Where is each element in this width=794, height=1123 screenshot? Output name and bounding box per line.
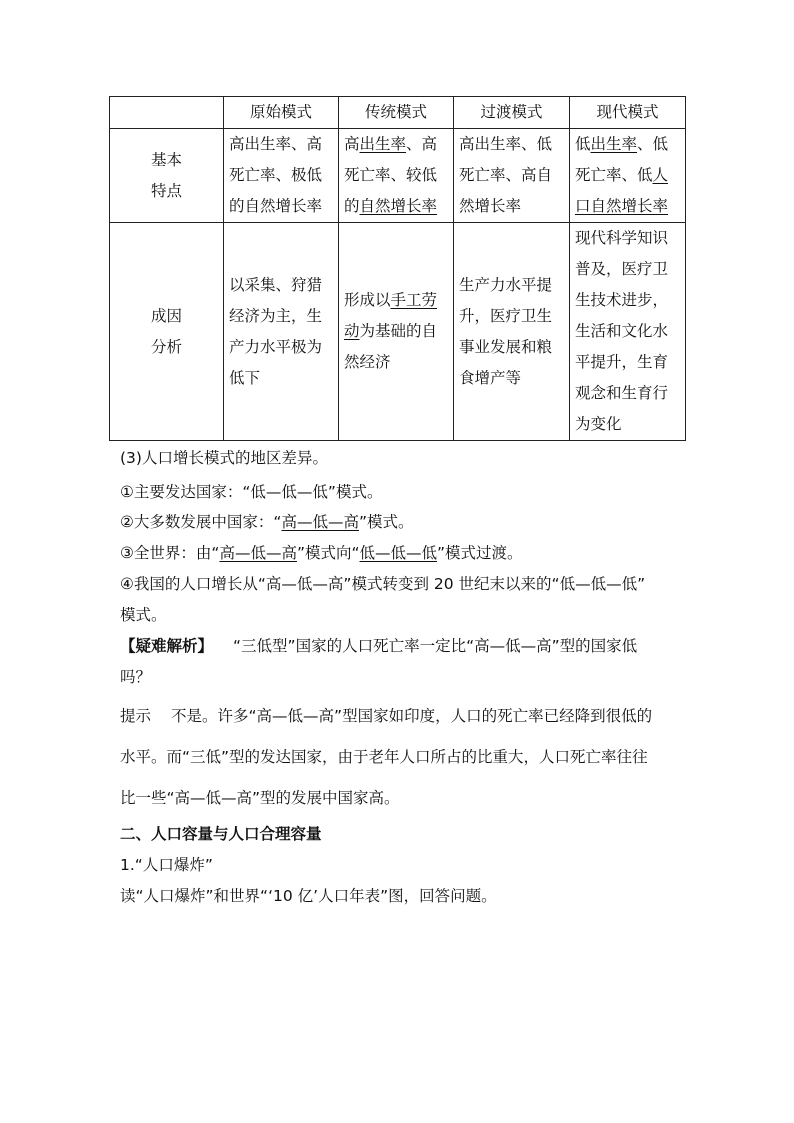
list-item-world: ③全世界：由“高—低—高”模式向“低—低—低”模式过渡。 xyxy=(120,544,523,562)
table-header-modern: 现代模式 xyxy=(570,97,686,129)
table-row xyxy=(110,223,686,441)
section-title: 二、人口容量与人口合理容量 xyxy=(120,825,322,843)
table-header-traditional: 传统模式 xyxy=(339,97,454,129)
cell-text-modern-features: 低出生率、低死亡率、低人口自然增长率 xyxy=(575,135,669,215)
question-line1: 【疑难解析】 “三低型”国家的人口死亡率一定比“高—低—高”型的国家低 xyxy=(120,637,638,655)
row-label-line: 成因 xyxy=(150,306,182,325)
row-label-line: 特点 xyxy=(150,181,182,200)
table-cell: 现代科学知识普及，医疗卫生技术进步，生活和文化水平提升，生育观念和生育行为变化 xyxy=(570,223,686,441)
table-header-primitive: 原始模式 xyxy=(224,97,339,129)
underlined-answer: 低—低—低 xyxy=(359,544,438,562)
read-instruction: 读“人口爆炸”和世界“‘10 亿’人口年表”图，回答问题。 xyxy=(120,887,497,905)
tip-label: 提示 xyxy=(120,707,152,725)
question-tag: 【疑难解析】 xyxy=(120,637,214,655)
table-header-empty xyxy=(110,97,224,129)
row-label-line: 基本 xyxy=(150,150,182,169)
table-header-row xyxy=(110,97,686,129)
table-cell: 生产力水平提升，医疗卫生事业发展和粮食增产等 xyxy=(454,223,570,441)
row-label-line: 分析 xyxy=(150,337,182,356)
question-line2: 吗？ xyxy=(120,668,152,686)
row-label-causes xyxy=(110,223,224,441)
list-item-china-line1: ④我国的人口增长从“高—低—高”模式转变到 20 世纪末以来的“低—低—低” xyxy=(120,575,646,593)
table-cell: 以采集、狩猎经济为主，生产力水平极为低下 xyxy=(224,223,339,441)
underlined-answer: 高—低—高 xyxy=(219,544,297,562)
list-item-developing: ②大多数发展中国家：“高—低—高”模式。 xyxy=(120,513,414,531)
cell-text-traditional-causes: 形成以手工劳动为基础的自然经济 xyxy=(344,291,438,371)
table-cell xyxy=(339,223,454,441)
table-row xyxy=(110,129,686,223)
table-cell: 高出生率、高死亡率、极低的自然增长率 xyxy=(224,129,339,223)
table-header-transitional: 过渡模式 xyxy=(454,97,570,129)
subsection-title: 1.“人口爆炸” xyxy=(120,856,213,874)
paragraph-regional-difference: (3)人口增长模式的地区差异。 xyxy=(120,449,328,467)
cell-text-traditional-features: 高出生率、高死亡率、较低的自然增长率 xyxy=(344,135,438,215)
list-item-china-line2: 模式。 xyxy=(120,606,167,624)
table-cell xyxy=(339,129,454,223)
tip-line2: 水平。而“三低”型的发达国家，由于老年人口所占的比重大，人口死亡率往往 xyxy=(120,748,648,766)
tip-line1: 提示 不是。许多“高—低—高”型国家如印度，人口的死亡率已经降到很低的 xyxy=(120,707,653,725)
underlined-answer: 高—低—高 xyxy=(281,513,359,531)
table-cell: 高出生率、低死亡率、高自然增长率 xyxy=(454,129,570,223)
row-label-features xyxy=(110,129,224,223)
population-growth-mode-table xyxy=(109,96,686,441)
tip-line3: 比一些“高—低—高”型的发展中国家高。 xyxy=(120,789,400,807)
list-item-developed: ①主要发达国家：“低—低—低”模式。 xyxy=(120,483,383,501)
table-cell xyxy=(570,129,686,223)
